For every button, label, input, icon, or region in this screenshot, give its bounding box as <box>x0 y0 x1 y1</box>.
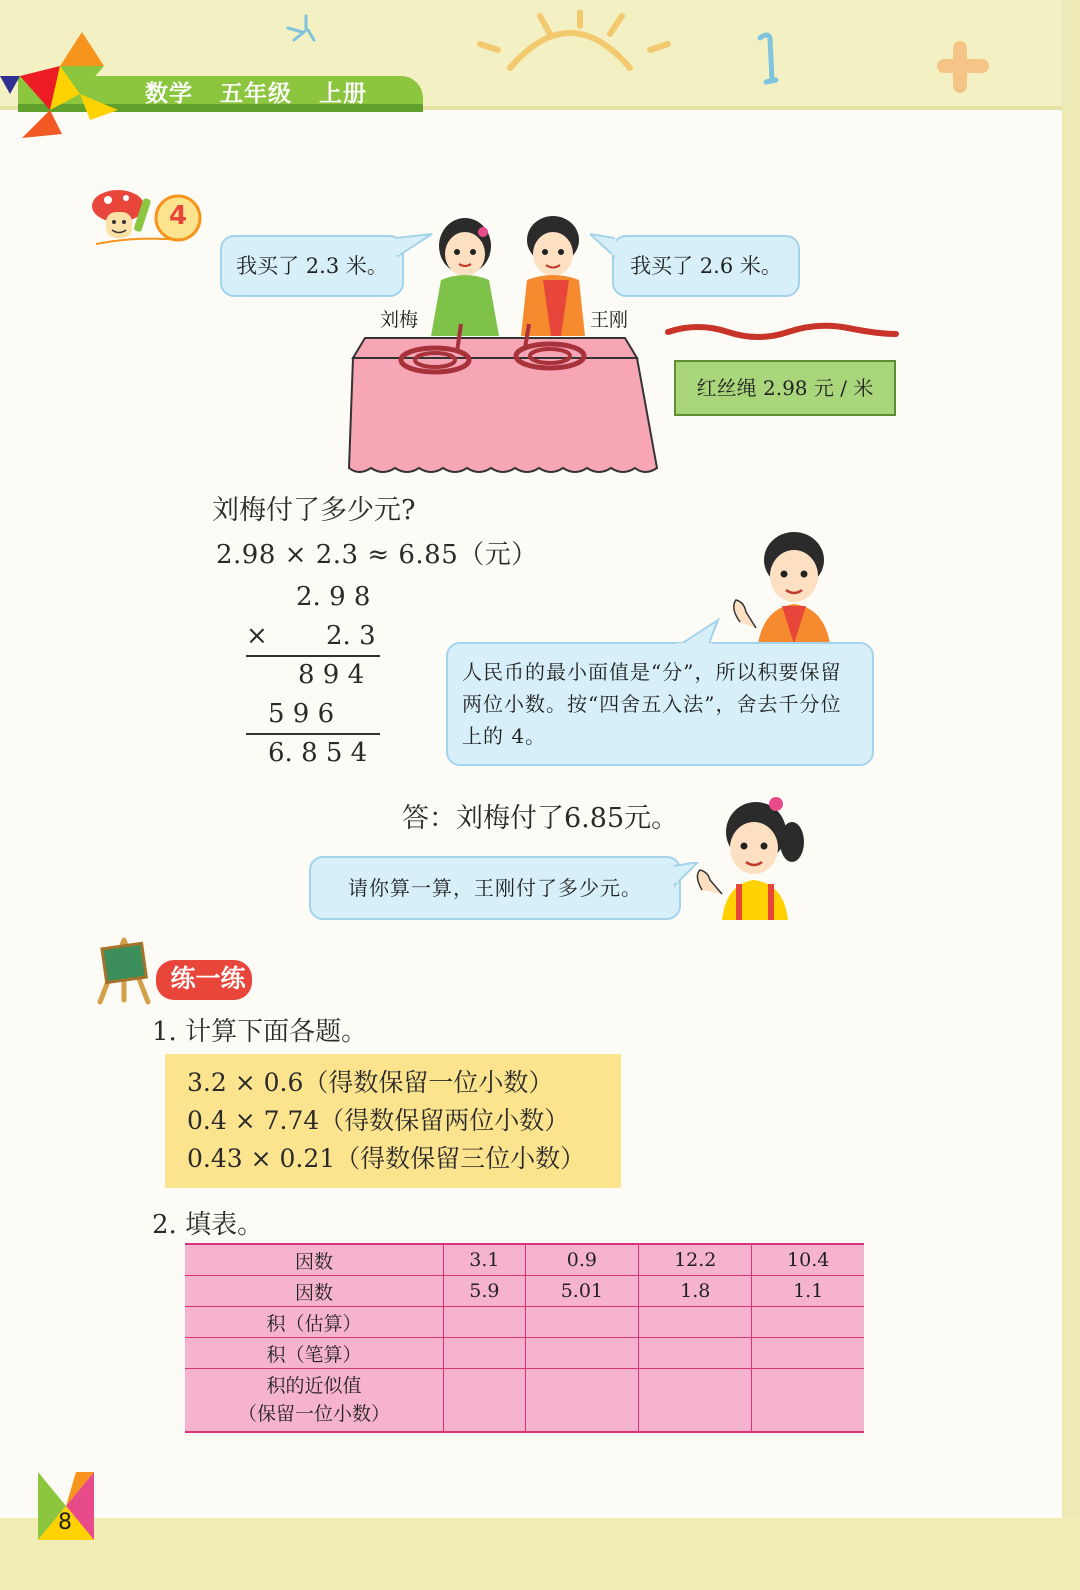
table-row <box>185 1244 864 1276</box>
speech-bubble-liumei: 我买了 2.3 米。 <box>220 235 404 297</box>
question-text: 刘梅付了多少元? <box>212 495 416 526</box>
row-header-line: 积的近似值 <box>266 1375 362 1397</box>
answer-cell[interactable] <box>444 1338 526 1369</box>
page-number: 8 <box>58 1510 72 1535</box>
table-cell: 1.1 <box>752 1276 864 1307</box>
table-cell: 10.4 <box>752 1244 864 1276</box>
answer-cell[interactable] <box>752 1369 864 1433</box>
question-1-item: 3.2 × 0.6（得数保留一位小数） <box>187 1068 554 1097</box>
answer-cell[interactable] <box>752 1338 864 1369</box>
price-tag: 红丝绳 2.98 元 / 米 <box>674 360 896 416</box>
calc-multiplier: 2. 3 <box>326 621 376 651</box>
hint-speech-bubble: 人民币的最小面值是“分”，所以积要保留两位小数。按“四舍五入法”，舍去千分位上的 4。 <box>446 642 874 766</box>
prompt-speech-bubble: 请你算一算，王刚付了多少元。 <box>309 856 681 920</box>
question-2-label: 2. 填表。 <box>152 1210 264 1240</box>
answer-cell[interactable] <box>639 1307 752 1338</box>
table-cell: 3.1 <box>444 1244 526 1276</box>
table-row <box>185 1276 864 1307</box>
calc-result: 6. 8 5 4 <box>268 738 368 768</box>
boy-waving-illustration <box>722 526 852 644</box>
row-header-line: （保留一位小数） <box>237 1403 390 1425</box>
practice-title: 练一练 <box>170 964 246 993</box>
bubble-tail-icon <box>668 618 720 648</box>
estimate-equation: 2.98 × 2.3 ≈ 6.85（元） <box>216 540 538 570</box>
row-header: 积（估算） <box>185 1307 444 1338</box>
page-edge <box>1062 0 1080 1590</box>
children-shopping-illustration <box>325 210 670 480</box>
answer-cell[interactable] <box>752 1307 864 1338</box>
answer-cell[interactable] <box>525 1369 638 1433</box>
calc-rule <box>246 655 380 657</box>
answer-cell[interactable] <box>525 1307 638 1338</box>
table-cell: 5.01 <box>525 1276 638 1307</box>
question-1-item: 0.43 × 0.21（得数保留三位小数） <box>187 1144 586 1173</box>
tangram-logo-icon <box>0 24 140 144</box>
answer-cell[interactable] <box>444 1307 526 1338</box>
answer-cell[interactable] <box>444 1369 526 1433</box>
red-rope-icon <box>664 316 900 346</box>
row-header: 因数 <box>185 1276 444 1307</box>
question-1-item: 0.4 × 7.74（得数保留两位小数） <box>187 1106 570 1135</box>
table-cell: 12.2 <box>639 1244 752 1276</box>
bubble-tail-icon <box>674 862 700 892</box>
row-header <box>185 1369 444 1433</box>
name-label-liumei: 刘梅 <box>380 309 419 331</box>
question-1-box <box>165 1054 621 1188</box>
table-cell: 1.8 <box>639 1276 752 1307</box>
calc-rule <box>246 733 380 735</box>
header-title: 数学 五年级 上册 <box>145 81 368 107</box>
answer-cell[interactable] <box>525 1338 638 1369</box>
fill-in-table <box>185 1243 864 1433</box>
table-row <box>185 1307 864 1338</box>
girl-waving-illustration <box>692 794 812 920</box>
question-1-label: 1. 计算下面各题。 <box>152 1017 368 1047</box>
example-number: 4 <box>168 201 188 231</box>
answer-cell[interactable] <box>639 1369 752 1433</box>
answer-cell[interactable] <box>639 1338 752 1369</box>
row-header: 因数 <box>185 1244 444 1276</box>
table-row <box>185 1369 864 1433</box>
calc-partial-1: 8 9 4 <box>298 660 365 690</box>
calc-partial-2: 5 9 6 <box>268 699 335 729</box>
table-cell: 0.9 <box>525 1244 638 1276</box>
answer-text: 答：刘梅付了6.85元。 <box>402 803 679 834</box>
calc-multiplicand: 2. 9 8 <box>296 582 371 612</box>
calc-operator: × <box>246 621 268 651</box>
name-label-wanggang: 王刚 <box>590 309 629 331</box>
table-row <box>185 1338 864 1369</box>
row-header: 积（笔算） <box>185 1338 444 1369</box>
footer-band <box>0 1518 1080 1590</box>
speech-bubble-wanggang: 我买了 2.6 米。 <box>612 235 800 297</box>
table-cell: 5.9 <box>444 1276 526 1307</box>
